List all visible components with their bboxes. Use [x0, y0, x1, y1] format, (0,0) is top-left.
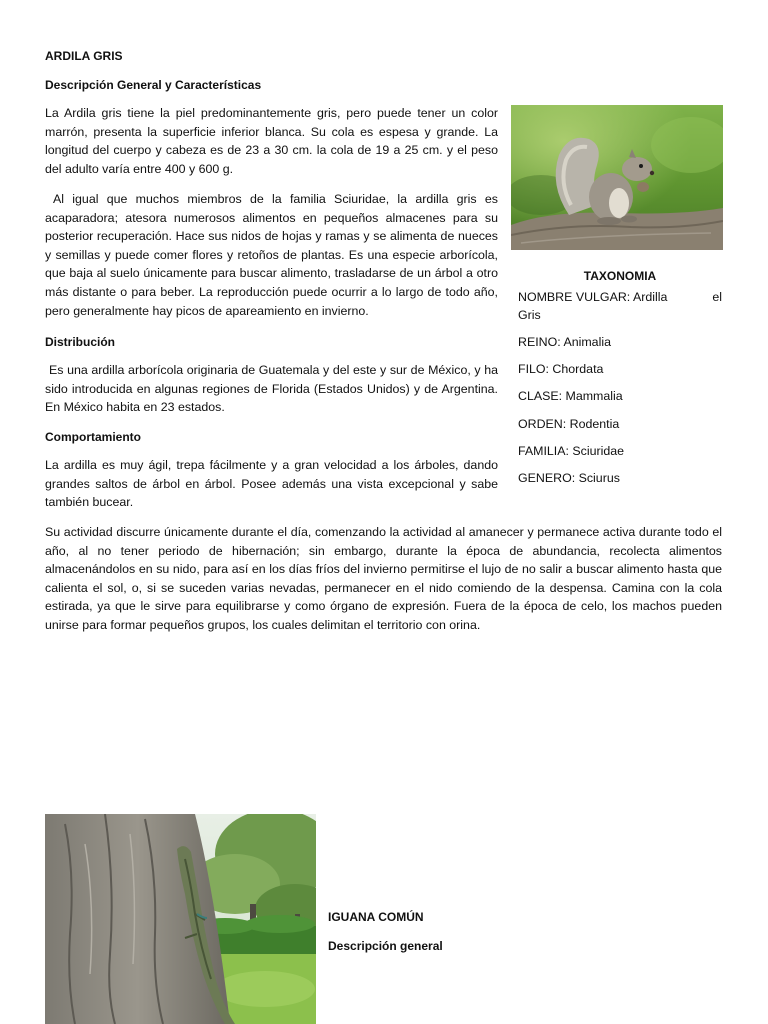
squirrel-photo [511, 105, 723, 250]
section-heading-distribution: Distribución [45, 335, 116, 349]
taxonomy-common-name: NOMBRE VULGAR: Ardilla Gris [518, 289, 668, 323]
paragraph-distribution: Es una ardilla arborícola originaria de Guatemala y del este y sur de México, y ha sido introducida en algunas regiones de Florida (Estados Unidos) y de Argentina. En México habita en 23 estados. [45, 363, 498, 415]
taxonomy-order: ORDEN: Rodentia [518, 416, 620, 431]
iguana-title: IGUANA COMÚN [328, 910, 424, 924]
section-heading-description: Descripción General y Características [45, 78, 262, 92]
taxonomy-common-name-row [518, 288, 722, 325]
document-title: ARDILA GRIS [45, 49, 123, 63]
paragraph-behavior-hoarding: Al igual que muchos miembros de la familia Sciuridae, la ardilla gris es acaparadora; atesora numerosos alimentos en pequeños almacenes para su posterior recuperación. Hace sus nidos de hojas y ramas y se alimenta de nueces y semillas y puede comer flores y retoños de plantas. Es una especie arborícola, que baja al suelo únicamente para buscar alimento, trasladarse de un árbol a otro más distante o para beber. La reproducción puede ocurrir a lo largo de todo año, pero generalmente hay picos de apareamiento en invierno. [45, 192, 498, 318]
iguana-photo [45, 814, 316, 1024]
paragraph-description: La Ardila gris tiene la piel predominantemente gris, pero puede tener un color marrón, presenta la superficie inferior blanca. Su cola es espesa y grande. La longitud del cuerpo y cabeza es de 23 a 30 cm. la cola de 19 a 25 cm. y el peso del adulto varía entre 400 y 600 g. [45, 106, 498, 176]
taxonomy-title: TAXONOMIA [583, 269, 657, 283]
taxonomy-family: FAMILIA: Sciuridae [518, 443, 625, 458]
paragraph-activity: Su actividad discurre únicamente durante el día, comenzando la actividad al amanecer y permanece activa durante todo el año, al no tener periodo de hibernación; sin embargo, durante la época de abundancia, recolecta alimentos almacenándolos en su nido, para así en los días fríos del invierno permitirse el lujo de no salir a buscar alimento hasta que calienta el sol, o, si se suceden varias nevadas, permanecer en el nido comiendo de la despensa. Camina con la cola estirada, ya que le sirve para equilibrarse y como órgano de expresión. Fuera de la época de celo, los machos pueden unirse para formar pequeños grupos, los cuales delimitan el territorio con orina. [45, 525, 722, 632]
taxonomy-class: CLASE: Mammalia [518, 389, 623, 404]
iguana-heading-description: Descripción general [328, 939, 443, 953]
taxonomy-kingdom: REINO: Animalia [518, 335, 611, 350]
taxonomy-phylum: FILO: Chordata [518, 362, 604, 377]
paragraph-behavior: La ardilla es muy ágil, trepa fácilmente y a gran velocidad a los árboles, dando grandes saltos de árbol en árbol. Posee además una vista excepcional y sabe también bucear. [45, 458, 498, 510]
taxonomy-box [518, 267, 722, 485]
section-heading-behavior: Comportamiento [45, 430, 141, 444]
taxonomy-genus: GENERO: Sciurus [518, 470, 620, 485]
stray-word: el [712, 289, 722, 304]
